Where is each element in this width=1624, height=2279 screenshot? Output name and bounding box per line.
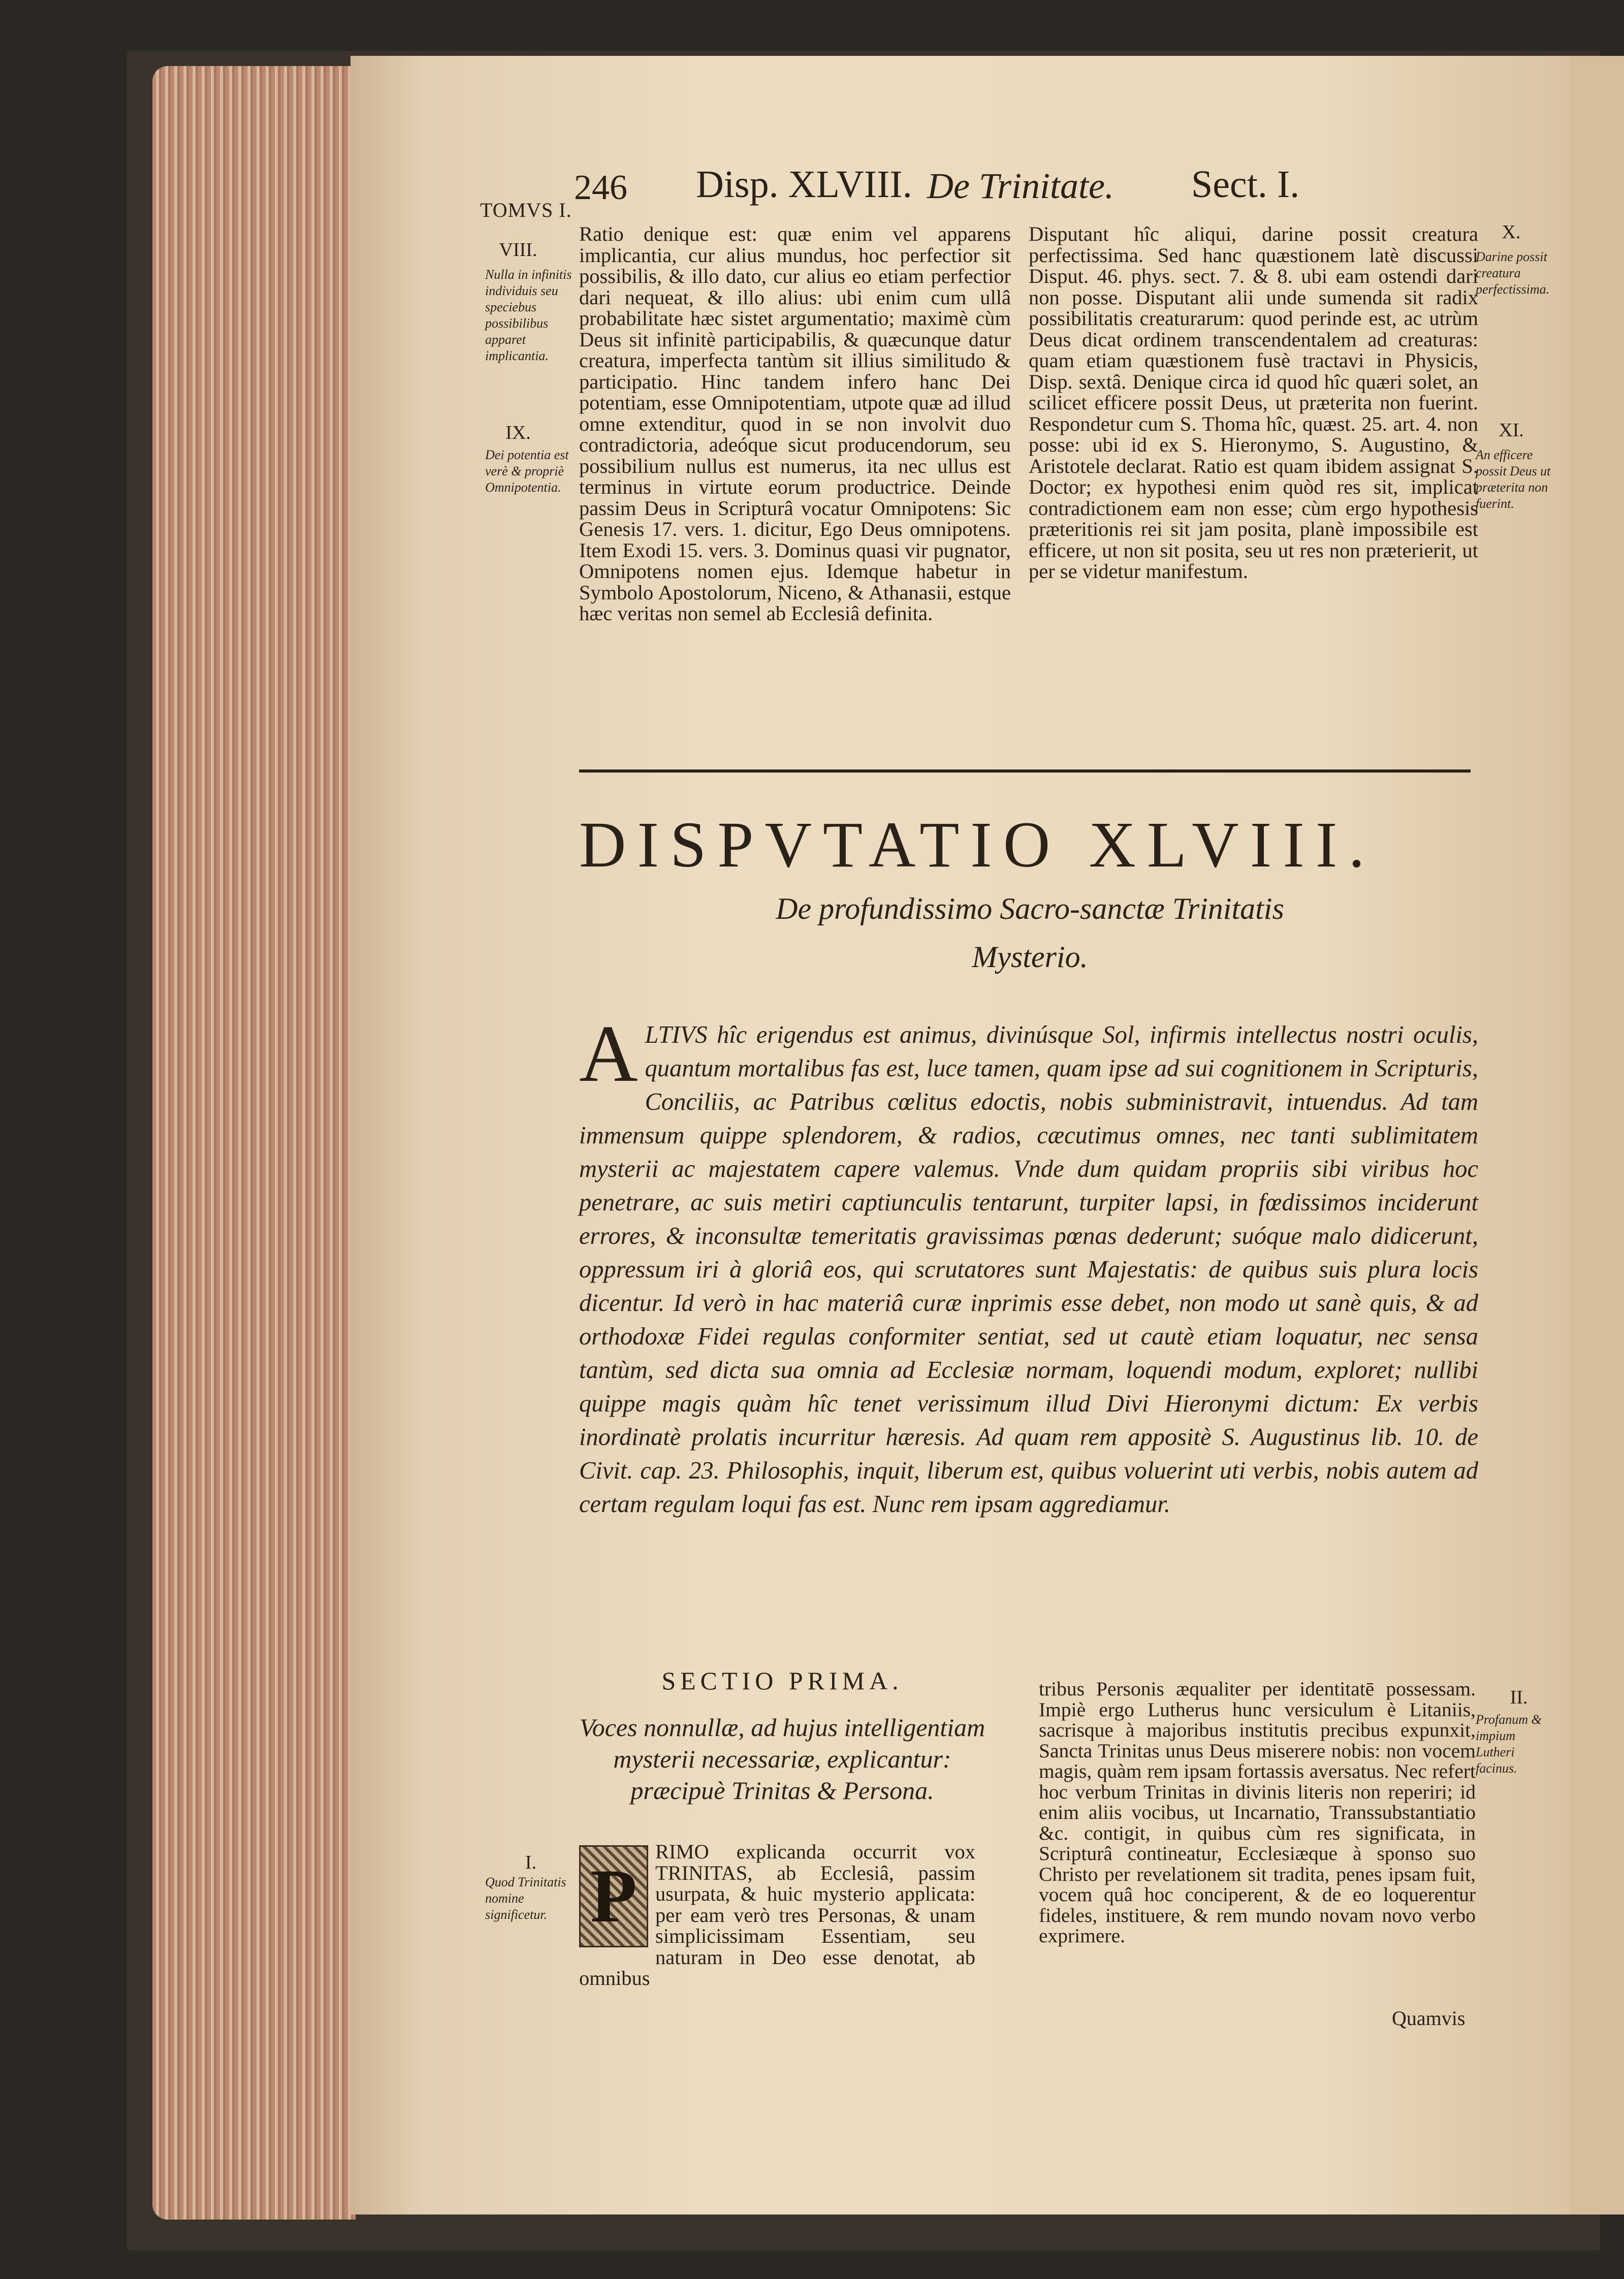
tomus-label: TOMVS I. (480, 199, 572, 221)
page-edges (152, 66, 356, 2220)
margin-note: An efficere possit Deus ut præterita non fuerint. (1476, 447, 1551, 511)
disputatio-subtitle: Mysterio. (972, 940, 1088, 974)
ornamental-initial: P (579, 1845, 648, 1947)
section-subtitle: Voces nonnullæ, ad hujus intelligentiam mysterii necessariæ, explicantur: præcipuè Trinitas & Persona. (579, 1713, 985, 1805)
margin-number: X. (1502, 221, 1521, 243)
disputatio-title: DISPVTATIO XLVIII. (579, 809, 1376, 881)
margin-number: II. (1510, 1687, 1528, 1708)
header-disputation: Disp. XLVIII. (696, 163, 912, 206)
margin-note: Profanum & impium Lutheri facinus. (1476, 1712, 1542, 1776)
margin-number: VIII. (499, 239, 537, 261)
section-left-text: RIMO explicanda occurrit vox TRINITAS, ab Ecclesiâ, passim usurpata, & huic mysterio applicata: per eam verò tres Personas, & unam simplicissimam Essentiam, seu naturam in Deo esse denotat, ab omnibus (579, 1840, 975, 1989)
header-title: De Trinitate. (927, 166, 1114, 206)
margin-note: Dei potentia est verè & propriè Omnipotentia. (485, 447, 569, 495)
section-rule (579, 769, 1471, 773)
intro-text: LTIVS hîc erigendus est animus, divinúsque Sol, infirmis intellectus nostri oculis, quantum mortalibus fas est, luce tamen, quam ipse ad sui cognitionem in Scripturis, Conciliis, ac Patribus cœlitus edoctis, nobis subministravit, intuendus. Ad tam immensum quippe splendorem, & radios, cæcutimus omnes, nec tanti sublimitatem mysterii ac majestatem capere valemus. Vnde dum quidam propriis sibi viribus hoc penetrare, ac suis metiri captiunculis tentarunt, turpiter lapsi, in fœdissimos inciderunt errores, & inconsultæ temeritatis gravissimas pœnas dederunt; suóque malo didicerunt, oppressum iri à gloriâ eos, qui scrutatores sunt Majestatis: de quibus suis plura locis dicentur. Id verò in hac materiâ curæ inprimis esse debet, non modo ut sanè quis, & ad orthodoxæ Fidei regulas conformiter sentiat, sed ut cautè etiam loquatur, nec sensa tantùm, sed dicta sua omnia ad Ecclesiæ normam, loquendi modum, exploret; nullibi quippe magis quàm hîc tenet verissimum illud Divi Hieronymi dictum: Ex verbis inordinatè prolatis incurritur hæresis. Ad quam rem appositè S. Augustinus lib. 10. de Civit. cap. 23. Philosophis, inquit, liberum est, quibus voluerint uti verbis, nobis autem ad certam regulam loqui fas est. Nunc rem ipsam aggrediamur. (579, 1021, 1478, 1518)
top-right-column: Disputant hîc aliqui, darine possit creatura perfectissima. Sed hanc quæstionem latè discussi Disput. 46. phys. sect. 7. & 8. ubi eam ostendi dari non posse. Disputant alii unde sumenda sit radix possibilitatis creaturarum: quod perinde est, ac utrùm Deus dicat ordinem transcendentalem ad creaturas: quam etiam quæstionem fusè tractavi in Physicis, Disp. sextâ. Denique circa id quod hîc quæri solet, an scilicet efficere possit Deus, ut præterita non fuerint. Respondetur cum S. Thoma hîc, quæst. 25. art. 4. non posse: ubi id ex S. Hieronymo, S. Augustino, & Aristotele declarat. Ratio est quam ibidem assignat S. Doctor; ex hypothesi enim quòd res sit, implicat contradictionem eam non esse; cùm ergo hypothesis præteritionis rei sit jam posita, planè impossibile est efficere, ut non sit posita, seu ut res non præterierit, ut per se videtur manifestum. (1029, 222, 1478, 583)
disputatio-subtitle: De profundissimo Sacro-sanctæ Trinitatis (776, 892, 1284, 925)
margin-note: Nulla in infinitis individuis seu speciebus possibilibus apparet implicantia. (485, 267, 572, 363)
section-right-column: tribus Personis æqualiter per identitatē possessam. Impiè ergo Lutherus hunc versiculum è Litaniis, sacrisque à majoribus institutis precibus expunxit, Sancta Trinitas unus Deus miserere nobis: non vocem magis, quàm rem ipsam fortassis aversatus. Nec refert hoc verbum Trinitas in divinis literis non reperiri; id enim aliis vocibus, ut Incarnatio, Transsubstantiatio &c. contigit, in quibus cùm res significata, in Scripturâ contineatur, Ecclesiæque à sponso suo Christo per revelationem sit tradita, penes ipsam fuit, vocem quâ hoc conciperent, & de eo loquerentur fideles, instituere, & rem mundo novam novo verbo exprimere. (1039, 1678, 1476, 1947)
margin-note: Quod Trinitatis nomine significetur. (485, 1875, 566, 1922)
intro-paragraph (579, 1008, 1478, 1521)
facing-page-edge (1570, 56, 1624, 2214)
top-left-column: Ratio denique est: quæ enim vel apparens implicantia, cur alius mundus, hoc perfectior sit possibilis, & illo dato, cur alius eo etiam perfectior dari nequeat, & illo alius: ubi enim cum ullâ probabilitate hæc sistet argumentatio; maximè cùm Deus sit infinitè participabilis, & quæcunque datur creatura, imperfecta tantùm sit illius similitudo & participatio. Hinc tandem infero hanc Dei potentiam, esse Omnipotentiam, utpote quæ ad illud omne extenditur, quod in se non involvit duo contradictoria, adeóque sicut producendorum, seu possibilium nullus est numerus, ita nec ullus est terminus in virtute eorum productrice. Deinde passim Deus in Scripturâ vocatur Omnipotens: Sic Genesis 17. vers. 1. dicitur, Ego Deus omnipotens. Item Exodi 15. vers. 3. Dominus quasi vir pugnator, Omnipotens nomen ejus. Idemque habetur in Symbolo Apostolorum, Niceno, & Athanasii, estque hæc veritas non semel ab Ecclesiâ definita. (579, 222, 1011, 625)
margin-note: Darine possit creatura perfectissima. (1476, 249, 1550, 297)
header-section: Sect. I. (1191, 163, 1300, 206)
margin-number: IX. (505, 422, 531, 443)
page-number: 246 (574, 168, 627, 207)
drop-cap: A (579, 1008, 638, 1099)
margin-number: XI. (1499, 420, 1524, 441)
margin-number: I. (525, 1852, 537, 1873)
section-left-column (579, 1841, 975, 1989)
section-title: SECTIO PRIMA. (661, 1666, 903, 1695)
catchword: Quamvis (1392, 2007, 1466, 2030)
